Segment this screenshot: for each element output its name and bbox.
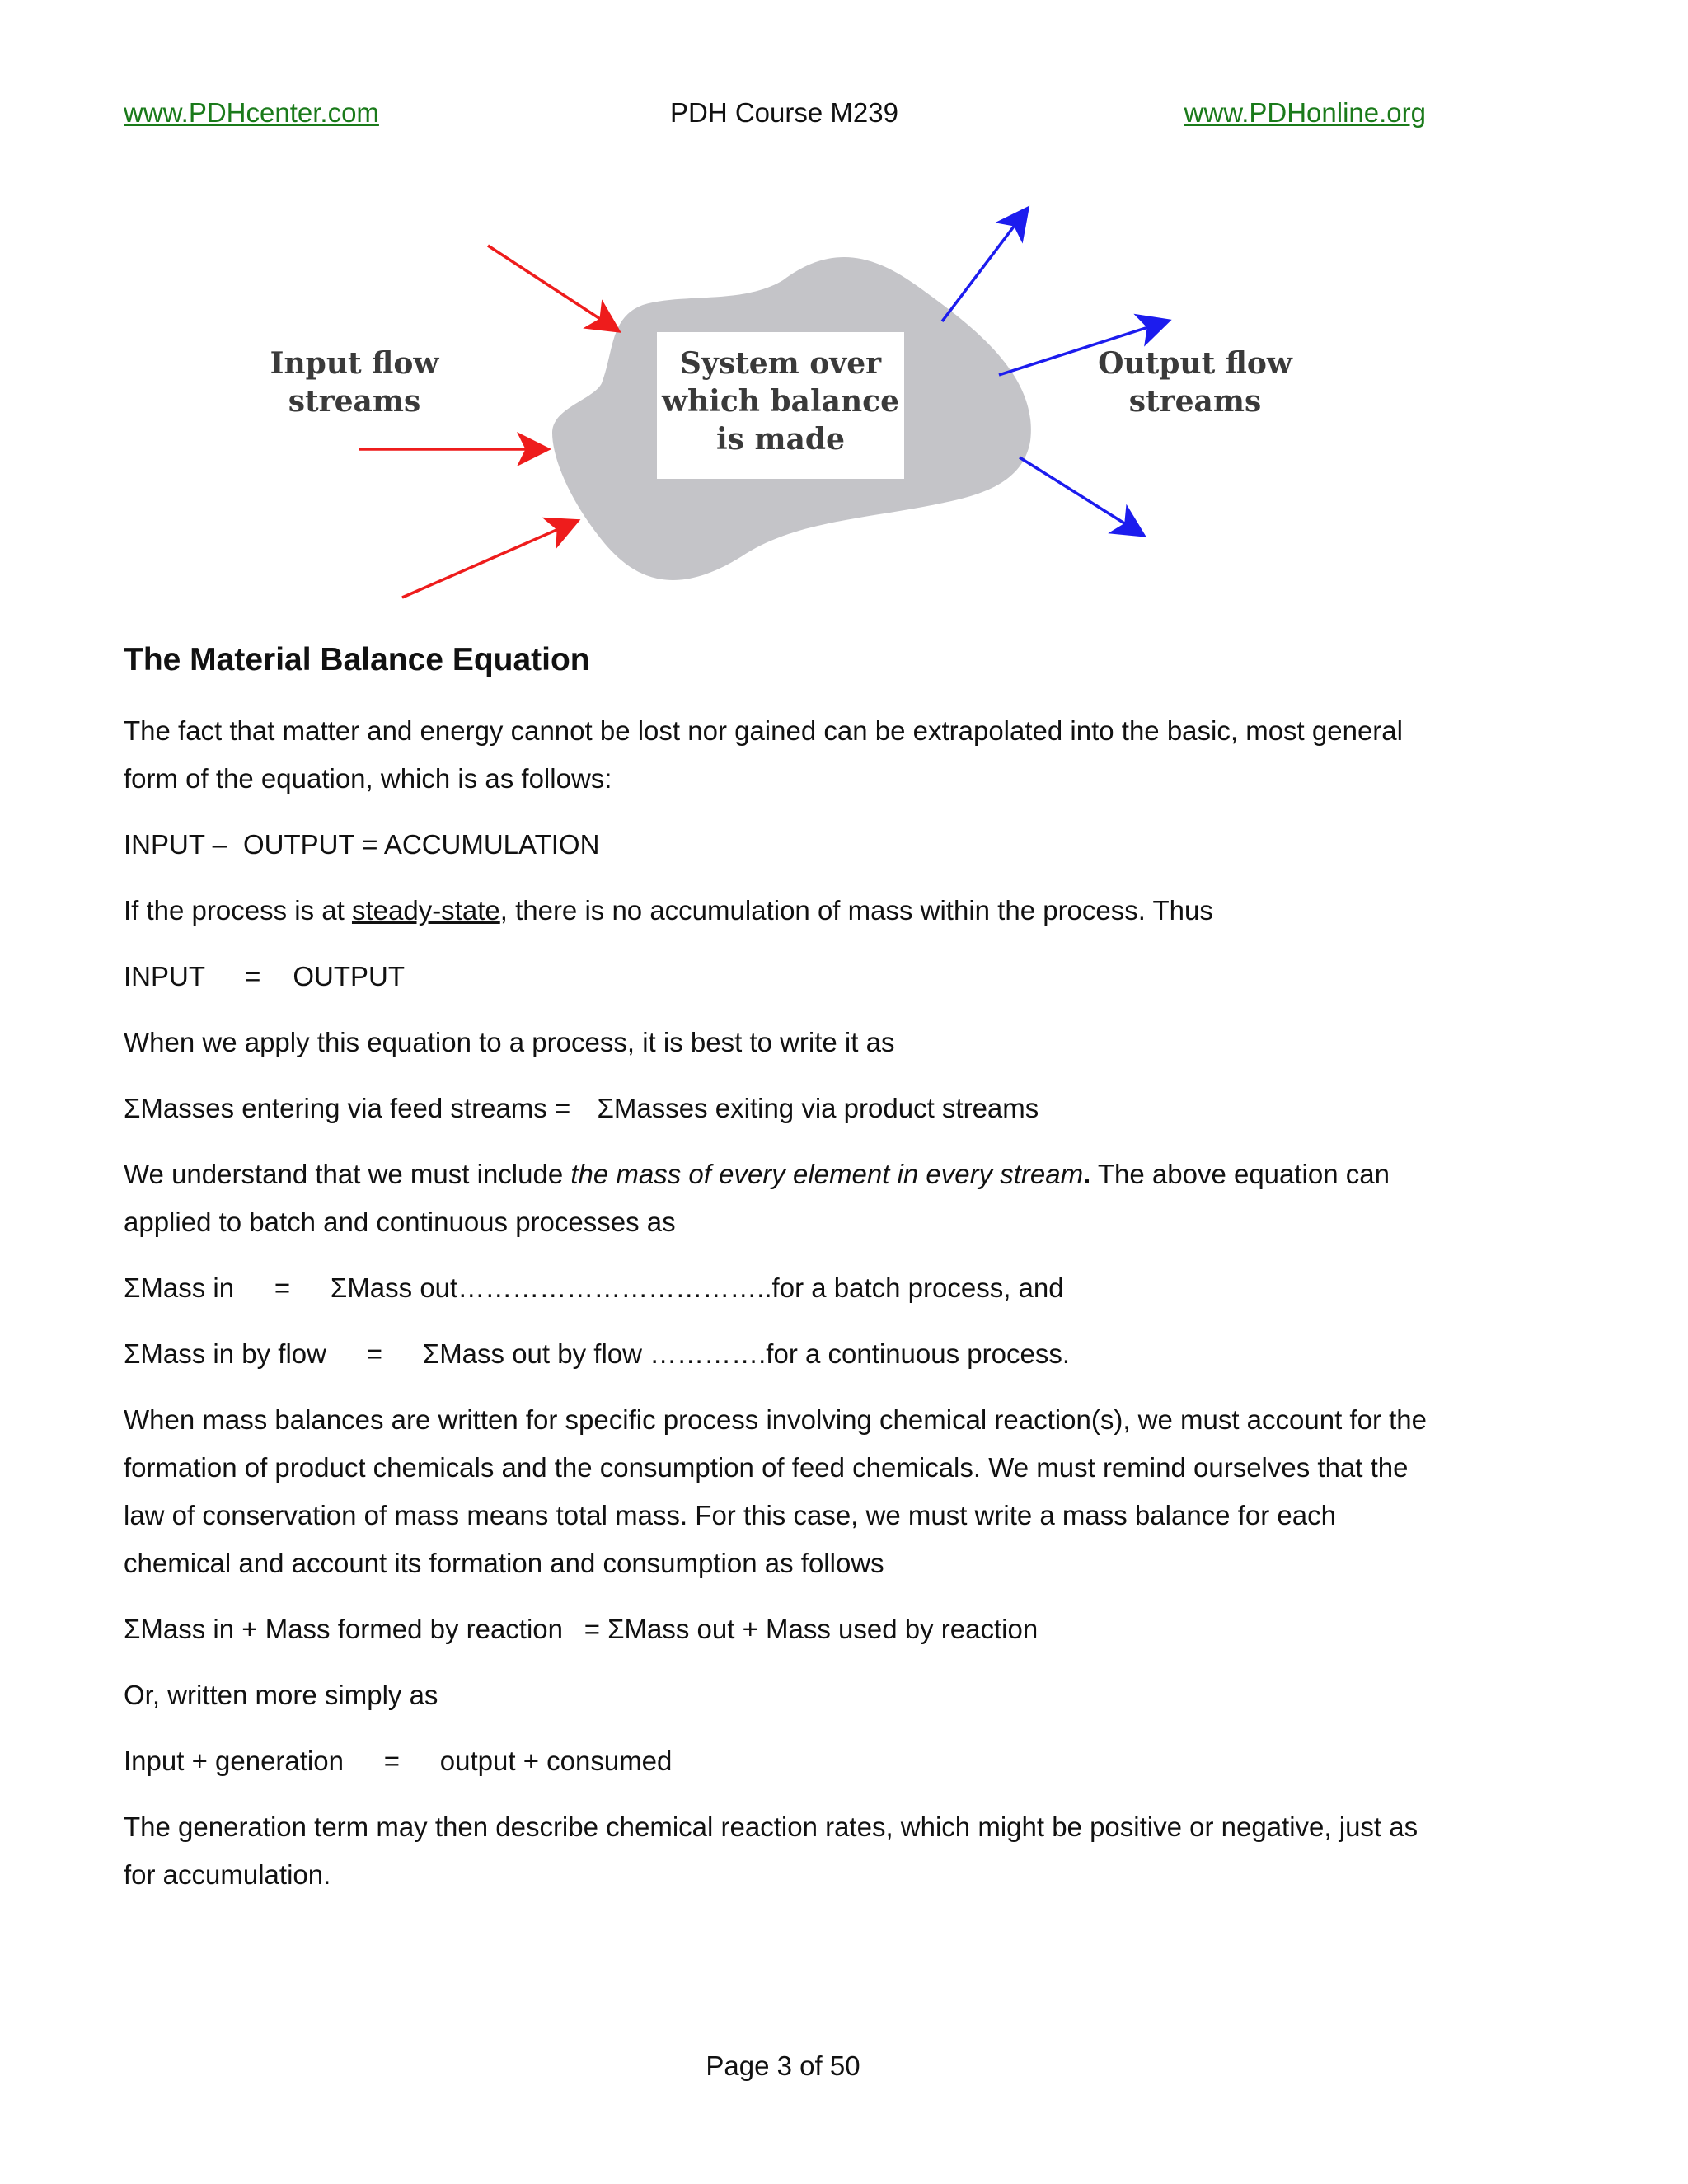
every-element-italic: the mass of every element in every stream <box>570 1159 1084 1189</box>
paragraph-generation: The generation term may then describe chemical reaction rates, which might be positive or negative, just as for accumulation. <box>124 1811 1418 1890</box>
pdhonline-link[interactable]: www.PDHonline.org <box>1184 97 1426 128</box>
paragraph-reaction: When mass balances are written for specific process involving chemical reaction(s), we must account for the formation of product chemicals and the consumption of feed chemicals. We must remind ourselves that the law of conservation of mass means total mass. For this case, we must write a mass balance for each chemical and account its formation and consumption as follows <box>124 1404 1427 1578</box>
equation-steady-equals: = <box>245 961 261 991</box>
equation-simple-left: Input + generation <box>124 1746 344 1776</box>
equation-reaction-left: ΣMass in + Mass formed by reaction <box>124 1614 564 1644</box>
paragraph-apply: When we apply this equation to a process, it is best to write it as <box>124 1027 895 1057</box>
every-element-period: . <box>1083 1159 1091 1189</box>
pdhcenter-link[interactable]: www.PDHcenter.com <box>124 97 379 128</box>
system-label-line3: is made <box>716 422 845 457</box>
equation-masses-left: ΣMasses entering via feed streams = <box>124 1093 571 1123</box>
input-label-line1: Input flow <box>270 346 439 381</box>
output-arrow-bottom <box>1020 457 1142 534</box>
equation-continuous-left: ΣMass in by flow <box>124 1338 326 1369</box>
every-element-before: We understand that we must include <box>124 1159 571 1189</box>
page-header <box>124 97 1426 137</box>
equation-steady-state <box>124 953 1442 1001</box>
equation-batch-left: ΣMass in <box>124 1272 235 1303</box>
paragraph-every-element <box>124 1151 1442 1246</box>
equation-masses <box>124 1085 1442 1132</box>
paragraph-steady-state <box>124 887 1442 935</box>
paragraph-intro: The fact that matter and energy cannot be lost nor gained can be extrapolated into the basic, most general form of the equation, which is as follows: <box>124 715 1403 794</box>
equation-continuous-right: ΣMass out by flow ………….for a continuous process. <box>422 1338 1070 1369</box>
page-number: Page 3 of 50 <box>706 2050 860 2081</box>
equation-steady-right: OUTPUT <box>293 961 405 991</box>
system-label-line2: which balance <box>662 384 899 419</box>
input-label-line2: streams <box>288 384 421 419</box>
output-label-line1: Output flow <box>1098 346 1292 381</box>
output-label-line2: streams <box>1128 384 1262 419</box>
equation-continuous <box>124 1330 1442 1378</box>
equation-steady-left: INPUT <box>124 961 205 991</box>
equation-batch-right: ΣMass out……………………………..for a batch process, and <box>330 1272 1064 1303</box>
equation-simple <box>124 1737 1442 1785</box>
course-title: PDH Course M239 <box>670 97 898 128</box>
input-arrow-bottom <box>402 522 575 598</box>
equation-general-input: INPUT – <box>124 829 227 860</box>
equation-general <box>124 821 1442 869</box>
output-arrow-top <box>942 210 1026 321</box>
material-balance-diagram <box>247 194 1335 622</box>
steady-state-text-after: , there is no accumulation of mass within the process. Thus <box>499 895 1213 926</box>
equation-reaction <box>124 1605 1442 1653</box>
paragraph-simply: Or, written more simply as <box>124 1680 438 1710</box>
main-content <box>124 635 1442 1917</box>
equation-masses-right: ΣMasses exiting via product streams <box>597 1093 1039 1123</box>
equation-continuous-equals: = <box>366 1338 383 1369</box>
steady-state-term: steady-state <box>351 895 500 926</box>
equation-general-rest: OUTPUT = ACCUMULATION <box>243 829 600 860</box>
equation-batch <box>124 1264 1442 1312</box>
system-label-line1: System over <box>679 346 882 381</box>
equation-batch-equals: = <box>274 1272 291 1303</box>
section-heading: The Material Balance Equation <box>124 642 590 677</box>
every-element-after: The above equation can applied to batch and continuous processes as <box>124 1159 1390 1237</box>
equation-simple-right: output + consumed <box>439 1746 673 1776</box>
steady-state-text-before: If the process is at <box>124 895 352 926</box>
input-arrow-top <box>488 246 617 330</box>
equation-reaction-right: = ΣMass out + Mass used by reaction <box>584 1614 1039 1644</box>
equation-simple-equals: = <box>383 1746 401 1776</box>
